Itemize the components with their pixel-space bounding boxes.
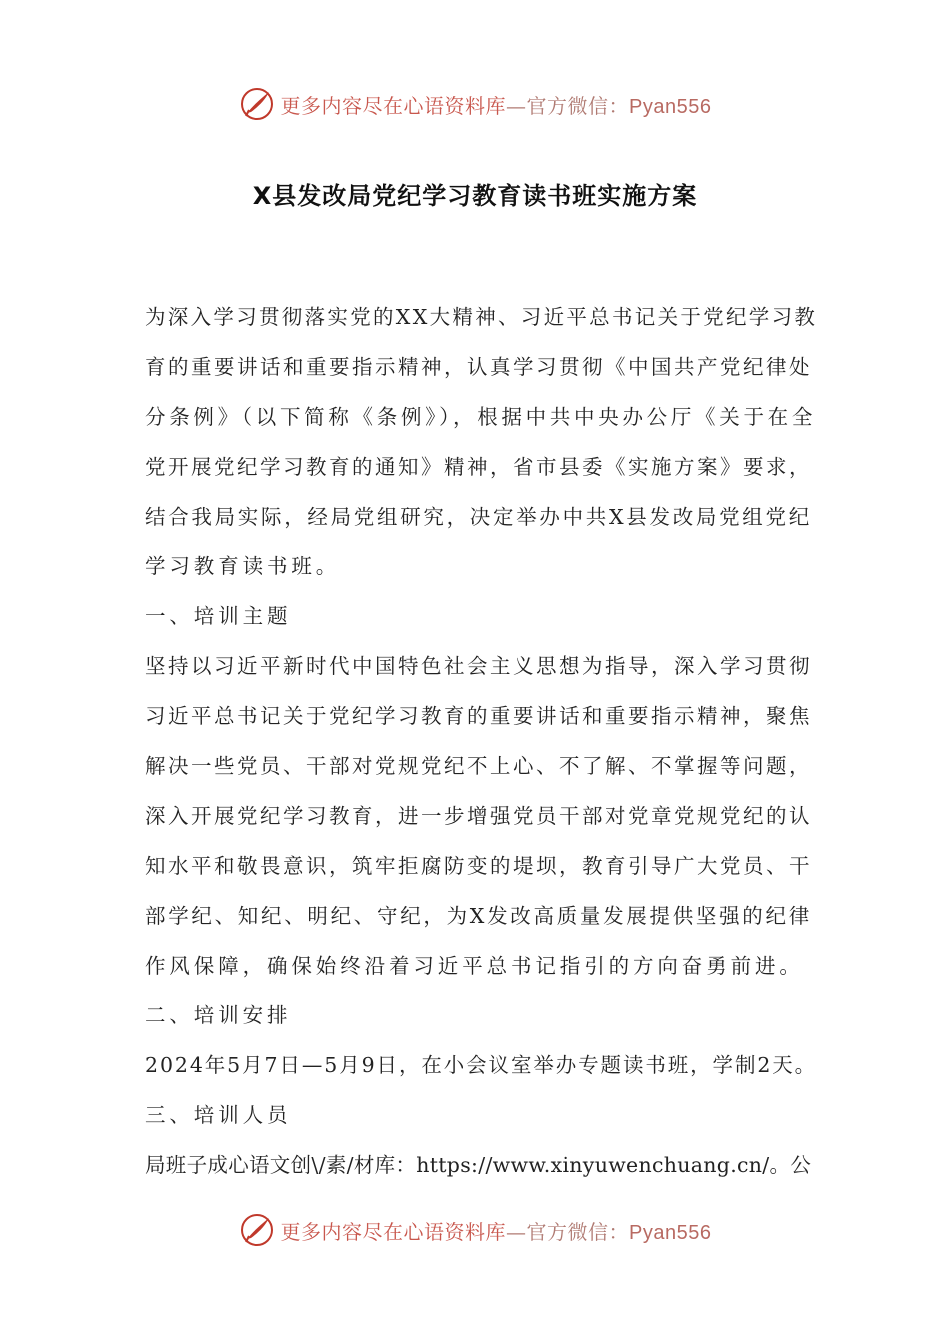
banner-wechat-id: Pyan556 bbox=[629, 1221, 712, 1244]
header-watermark-banner bbox=[0, 84, 950, 124]
text-line: 作风保障，确保始终沿着习近平总书记指引的方向奋勇前进。 bbox=[145, 953, 804, 978]
text-line: 二、培训安排 bbox=[145, 1003, 292, 1028]
banner-main-text: 更多内容尽在心语资料库 bbox=[280, 1219, 507, 1244]
text-line: 2024年5月7日—5月9日，在小会议室举办专题读书班，学制2天。 bbox=[145, 1053, 818, 1078]
banner-main-text: 更多内容尽在心语资料库 bbox=[280, 93, 507, 118]
text-line: 坚持以习近平新时代中国特色社会主义思想为指导，深入学习贯彻 bbox=[145, 654, 812, 679]
text-line: 分条例》（以下简称《条例》），根据中共中央办公厅《关于在全 bbox=[145, 404, 817, 429]
text-line: 三、培训人员 bbox=[145, 1103, 292, 1128]
text-line: 局班子成心语文创\/素/材库：https://www.xinyuwenchuang.cn/。公 bbox=[145, 1153, 812, 1178]
text-line: 为深入学习贯彻落实党的XX大精神、习近平总书记关于党纪学习教 bbox=[145, 305, 818, 329]
banner-wechat-label: —官方微信： bbox=[506, 93, 630, 118]
text-line: 深入开展党纪学习教育，进一步增强党员干部对党章党规党纪的认 bbox=[145, 803, 812, 828]
banner-wechat-label: —官方微信： bbox=[506, 1219, 630, 1244]
text-line: 学习教育读书班。 bbox=[145, 554, 341, 579]
text-line: 党开展党纪学习教育的通知》精神，省市县委《实施方案》要求， bbox=[145, 454, 812, 479]
quill-pen-logo-icon bbox=[239, 86, 275, 122]
banner-wechat-id: Pyan556 bbox=[629, 95, 712, 118]
text-line: 育的重要讲话和重要指示精神，认真学习贯彻《中国共产党纪律处 bbox=[145, 354, 812, 379]
document-title: X县发改局党纪学习教育读书班实施方案 bbox=[252, 182, 698, 210]
text-line: 解决一些党员、干部对党规党纪不上心、不了解、不掌握等问题， bbox=[145, 754, 812, 779]
text-line: 知水平和敬畏意识，筑牢拒腐防变的堤坝，教育引导广大党员、干 bbox=[145, 853, 812, 878]
text-line: 部学纪、知纪、明纪、守纪，为X发改高质量发展提供坚强的纪律 bbox=[145, 903, 812, 928]
quill-pen-logo-icon bbox=[239, 1212, 275, 1248]
text-line: 一、培训主题 bbox=[145, 604, 292, 629]
document-body bbox=[145, 293, 818, 1191]
text-line: 结合我局实际，经局党组研究，决定举办中共X县发改局党组党纪 bbox=[145, 504, 812, 529]
text-line: 习近平总书记关于党纪学习教育的重要讲话和重要指示精神，聚焦 bbox=[145, 704, 812, 729]
footer-watermark-banner bbox=[0, 1210, 950, 1250]
